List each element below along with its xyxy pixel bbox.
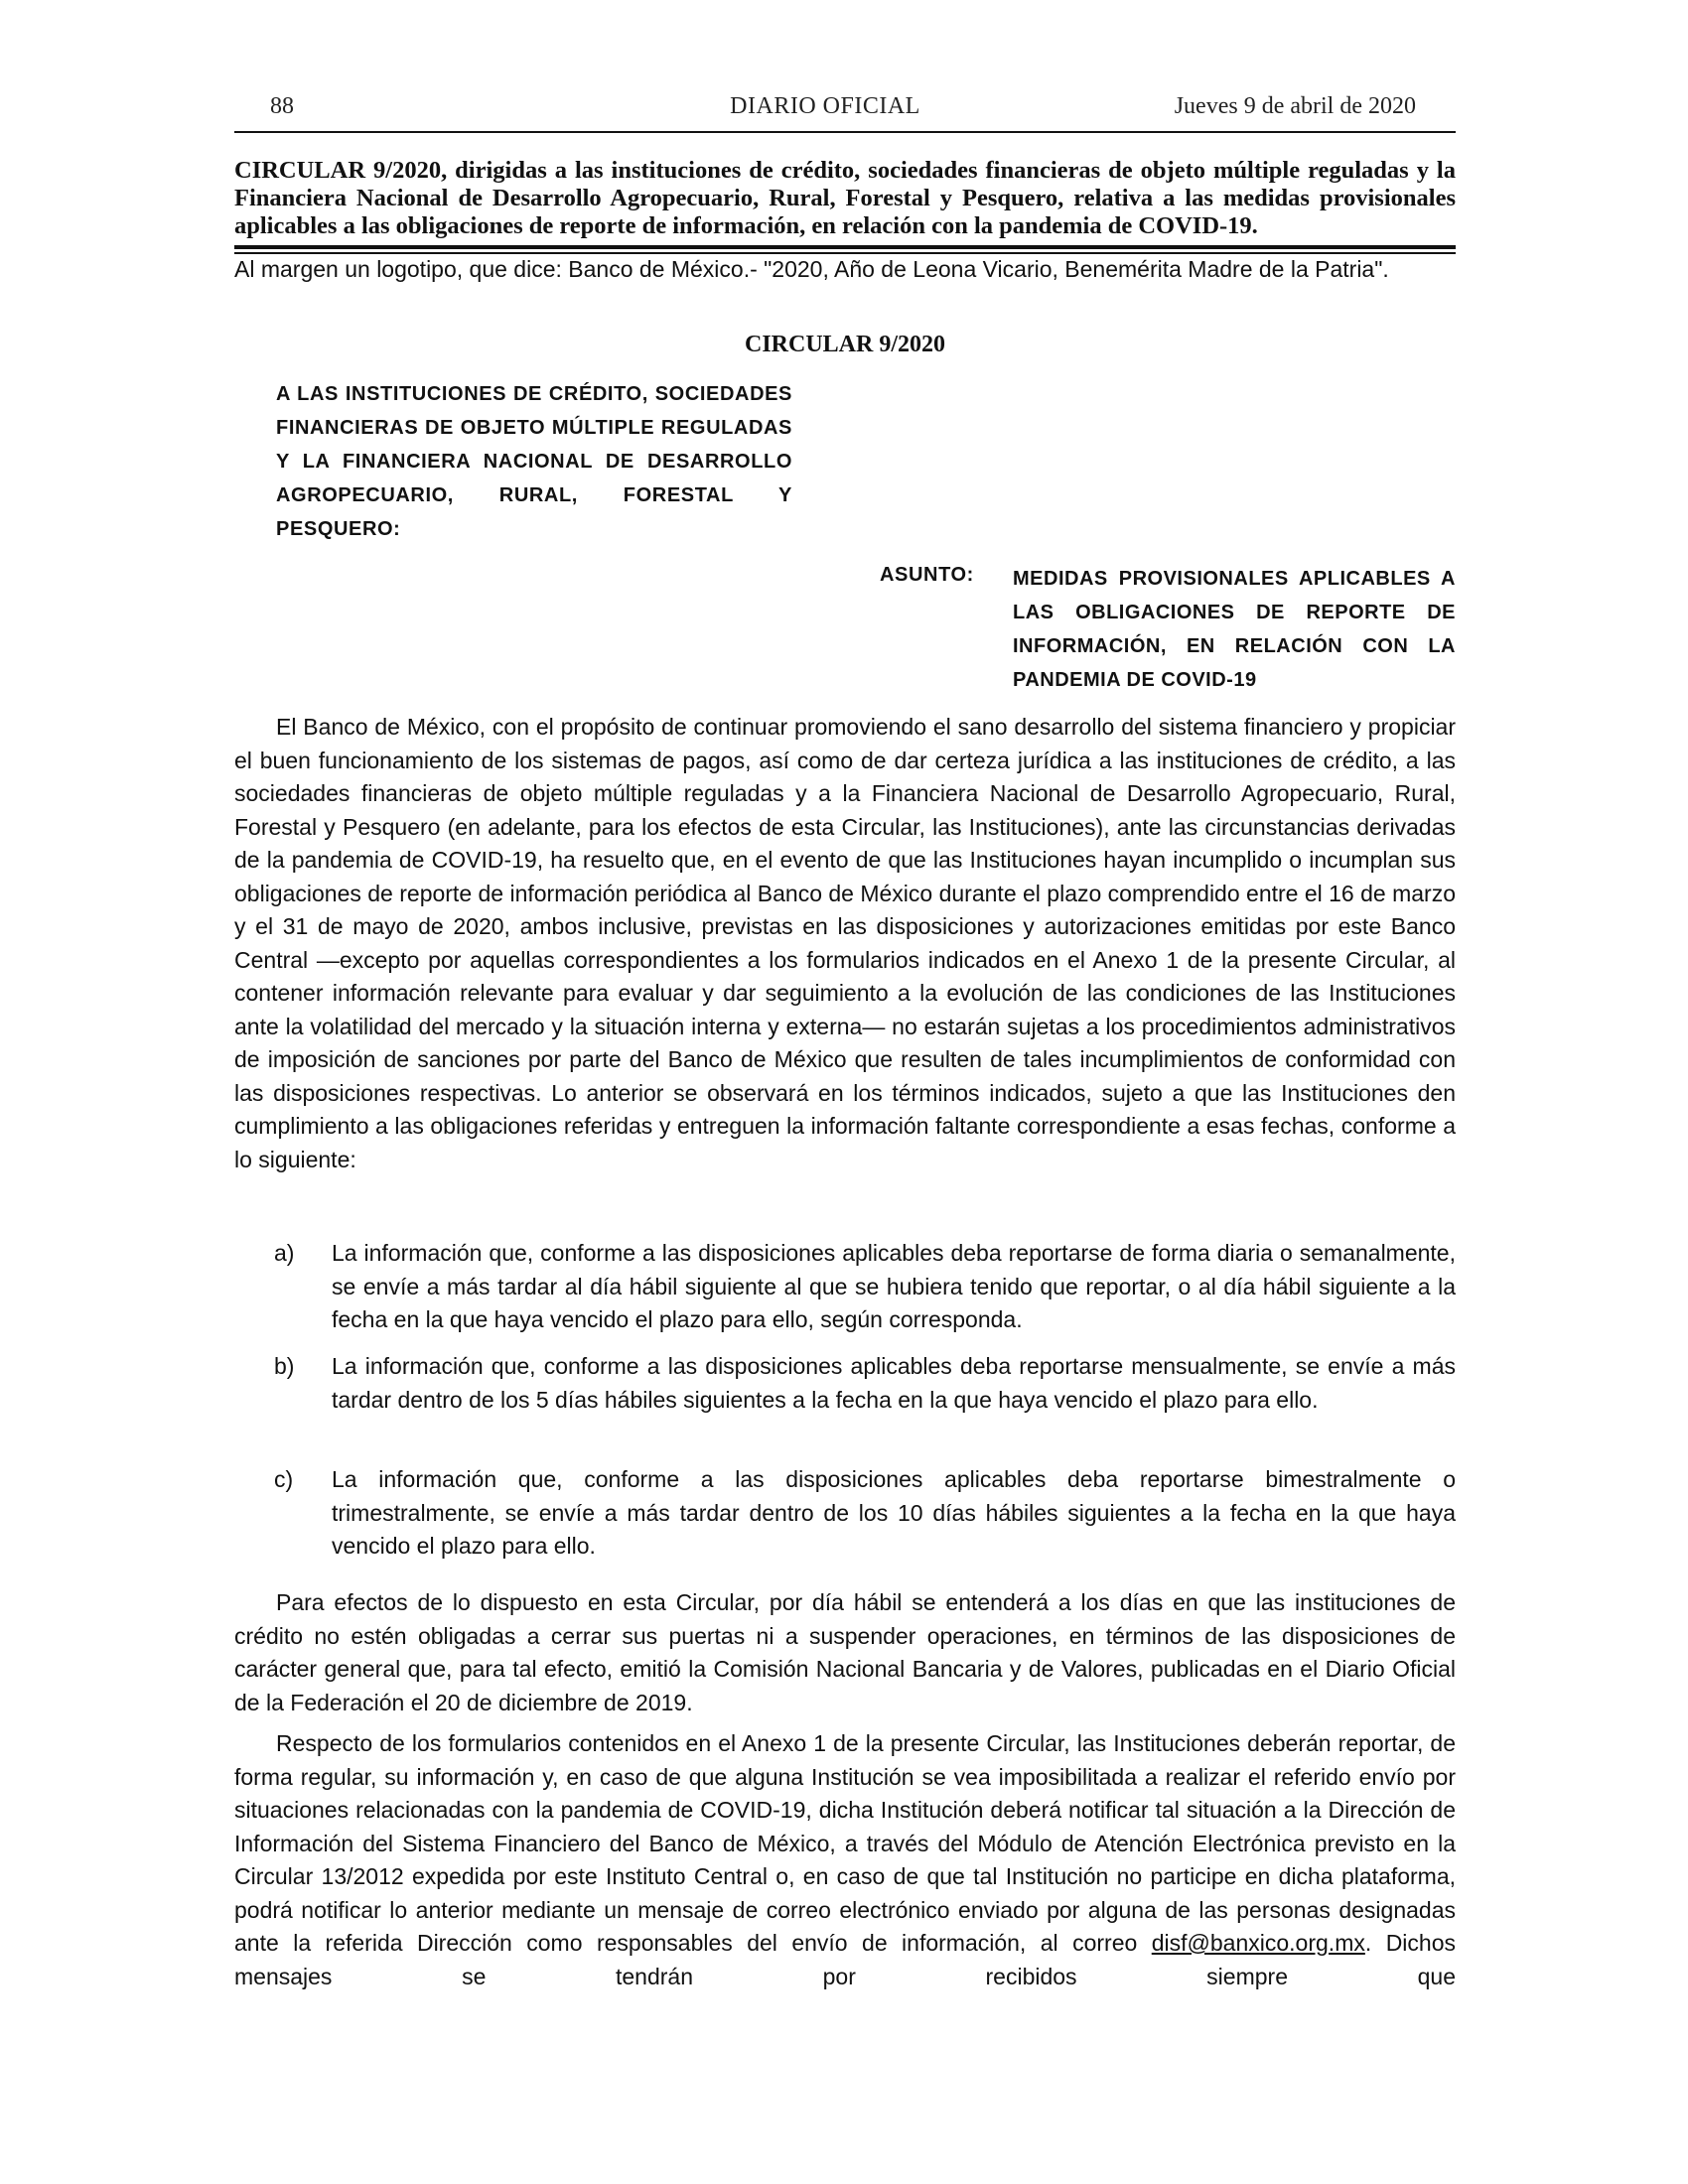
publication-date: Jueves 9 de abril de 2020 xyxy=(1174,93,1416,119)
list-item-label: b) xyxy=(274,1353,295,1379)
circular-heading: CIRCULAR 9/2020 xyxy=(744,332,945,357)
publication-name: DIARIO OFICIAL xyxy=(730,93,920,119)
addressee-block: A LAS INSTITUCIONES DE CRÉDITO, SOCIEDADES FINANCIERAS DE OBJETO MÚLTIPLE REGULADAS Y LA FINANCIERA NACIONAL DE DESARROLLO AGROPECUARIO, RURAL, FORESTAL Y PESQUERO: xyxy=(276,383,792,540)
list-item-text: La información que, conforme a las disposiciones aplicables deba reportarse mensualmente, se envíe a más tardar dentro de los 5 días hábiles siguientes a la fecha en la que haya vencido el plazo para ello. xyxy=(332,1353,1456,1413)
paragraph-annex-text: Respecto de los formularios contenidos en el Anexo 1 de la presente Circular, las Instituciones deberán reportar, de forma regular, su información y, en caso de que alguna Institución se vea imposibilitada a realizar el referido envío por situaciones relacionadas con la pandemia de COVID-19, dicha Institución deberá notificar tal situación a la Dirección de Información del Sistema Financiero del Banco de México, a través del Módulo de Atención Electrónica previsto en la Circular 13/2012 expedida por este Instituto Central o, en caso de que tal Institución no participe en dicha plataforma, podrá notificar lo anterior mediante un mensaje de correo electrónico enviado por alguna de las personas designadas ante la referida Dirección como responsables del envío de información, al correo xyxy=(234,1730,1456,1956)
asunto-label: ASUNTO: xyxy=(880,564,974,586)
header-rule xyxy=(234,131,1456,133)
circular-title: CIRCULAR 9/2020, dirigidas a las instituciones de crédito, sociedades financieras de objeto múltiple reguladas y la Financiera Nacional de Desarrollo Agropecuario, Rural, Forestal y Pesquero, relativa a las medidas provisionales aplicables a las obligaciones de reporte de información, en relación con la pandemia de COVID-19. xyxy=(234,157,1456,239)
margin-note: Al margen un logotipo, que dice: Banco de México.- "2020, Año de Leona Vicario, Benemérita Madre de la Patria". xyxy=(234,256,1389,282)
list-item-text: La información que, conforme a las disposiciones aplicables deba reportarse de forma diaria o semanalmente, se envíe a más tardar al día hábil siguiente al que se hubiera tenido que reportar, o al día hábil siguiente a la fecha en la que haya vencido el plazo para ello, según corresponda. xyxy=(332,1240,1456,1332)
title-rule-thick xyxy=(234,245,1456,249)
paragraph-annex xyxy=(234,1727,1456,1993)
list-item-label: a) xyxy=(274,1240,295,1266)
page-number: 88 xyxy=(270,93,294,119)
list-item-label: c) xyxy=(274,1466,294,1492)
email-link[interactable]: disf@banxico.org.mx xyxy=(1151,1930,1365,1956)
paragraph-annex-tail: . Dichos mensajes se tendrán por recibidos siempre que xyxy=(234,1930,1456,1989)
page-header xyxy=(234,93,1416,133)
paragraph-business-day: Para efectos de lo dispuesto en esta Circular, por día hábil se entenderá a los días en que las instituciones de crédito no estén obligadas a cerrar sus puertas ni a suspender operaciones, en términos de las disposiciones de carácter general que, para tal efecto, emitió la Comisión Nacional Bancaria y de Valores, publicadas en el Diario Oficial de la Federación el 20 de diciembre de 2019. xyxy=(234,1589,1456,1715)
list-item-text: La información que, conforme a las disposiciones aplicables deba reportarse bimestralmente o trimestralmente, se envíe a más tardar dentro de los 10 días hábiles siguientes a la fecha en la que haya vencido el plazo para ello. xyxy=(332,1466,1456,1559)
asunto-text: MEDIDAS PROVISIONALES APLICABLES A LAS OBLIGACIONES DE REPORTE DE INFORMACIÓN, EN RELACIÓN CON LA PANDEMIA DE COVID-19 xyxy=(1013,568,1456,691)
paragraph-intro: El Banco de México, con el propósito de continuar promoviendo el sano desarrollo del sistema financiero y propiciar el buen funcionamiento de los sistemas de pagos, así como de dar certeza jurídica a las instituciones de crédito, a las sociedades financieras de objeto múltiple reguladas y a la Financiera Nacional de Desarrollo Agropecuario, Rural, Forestal y Pesquero (en adelante, para los efectos de esta Circular, las Instituciones), ante las circunstancias derivadas de la pandemia de COVID-19, ha resuelto que, en el evento de que las Instituciones hayan incumplido o incumplan sus obligaciones de reporte de información periódica al Banco de México durante el plazo comprendido entre el 16 de marzo y el 31 de mayo de 2020, ambos inclusive, previstas en las disposiciones y autorizaciones emitidas por este Banco Central —excepto por aquellas correspondientes a los formularios indicados en el Anexo 1 de la presente Circular, al contener información relevante para evaluar y dar seguimiento a la evolución de las condiciones de las Instituciones ante la volatilidad del mercado y la situación interna y externa— no estarán sujetas a los procedimientos administrativos de imposición de sanciones por parte del Banco de México que resulten de tales incumplimientos de conformidad con las disposiciones respectivas. Lo anterior se observará en los términos indicados, sujeto a que las Instituciones den cumplimiento a las obligaciones referidas y entreguen la información faltante correspondiente a esas fechas, conforme a lo siguiente: xyxy=(234,714,1456,1172)
